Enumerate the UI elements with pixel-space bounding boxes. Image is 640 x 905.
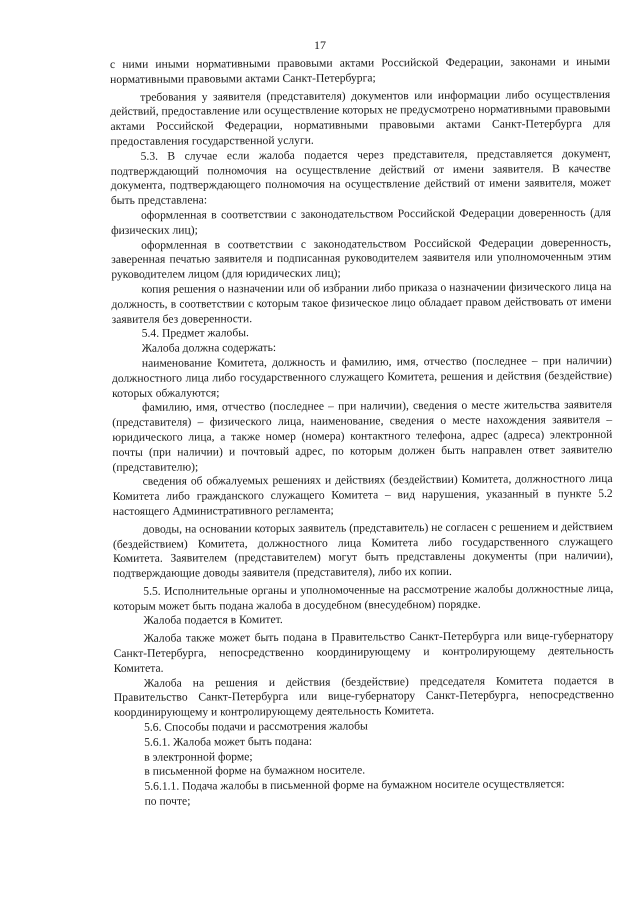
paragraph: 5.6.1. Жалоба может быть подана: <box>144 734 313 749</box>
paragraph: в электронной форме; <box>144 749 253 764</box>
paragraph: по почте; <box>144 794 191 808</box>
paragraph: наименование Комитета, должность и фамилию, имя, отчество (последнее – при наличии) должностного лица либо государственного служащего Комитета, решения и действия (бездействие) которых обжалуются; <box>111 353 612 400</box>
paragraph: фамилию, имя, отчество (последнее – при наличии), сведения о месте жительства заявителя (представителя) – физического лица, наименование, сведения о месте нахождения заявителя – юридического лица, а также номер (номера) контактного телефона, адрес (адреса) электронной почты (при наличии) и почтовый адрес, по которым должен быть направлен ответ заявителю (представителю); <box>112 398 613 474</box>
paragraph: 5.4. Предмет жалобы. <box>141 326 249 341</box>
paragraph: в письменной форме на бумажном носителе. <box>144 763 366 779</box>
page-number: 17 <box>314 38 326 52</box>
paragraph: Жалоба также может быть подана в Правительство Санкт-Петербурга или вице-губернатору Санкт-Петербурга, непосредственно координирующему и контролирующему деятельность Комитета. <box>113 629 614 675</box>
paragraph: оформленная в соответствии с законодательством Российской Федерации доверенность, заверенная печатью заявителя и подписанная руководителем заявителя или уполномоченным этим руководителем лицом (для юридических лиц); <box>111 235 612 282</box>
paragraph: оформленная в соответствии с законодательством Российской Федерации доверенность (для физических лиц); <box>111 205 611 237</box>
paragraph: требования у заявителя (представителя) документов или информации либо осуществления действий, предоставление или осуществление которых не предусмотрено нормативными правовыми актами Российской Федерации, нормативными правовыми актами Санкт-Петербурга для предоставления государственной услуги. <box>110 87 611 148</box>
paragraph: Жалоба на решения и действия (бездействие) председателя Комитета подается в Правительство Санкт-Петербурга или вице-губернатору Санкт-Петербурга, непосредственно координирующему и контролирующему деятельность Комитета. <box>113 673 614 720</box>
paragraph: сведения об обжалуемых решениях и действиях (бездействии) Комитета, должностного лица Комитета либо гражданского служащего Комитета – вид нарушения, указанный в пункте 5.2 настоящего Административного регламента; <box>112 472 613 518</box>
paragraph: 5.6.1.1. Подача жалобы в письменной форме на бумажном носителе осуществляется: <box>144 777 565 794</box>
paragraph: Жалоба должна содержать: <box>141 341 277 355</box>
paragraph: 5.3. В случае если жалоба подается через представителя, представляется документ, подтверждающий полномочия на осуществление действий от имени заявителя. В качестве документа, подтверждающего полномочия на осуществление действий от имени заявителя, может быть представлена: <box>110 146 611 208</box>
paragraph: с ними иными нормативными правовыми актами Российской Федерации, законами и иными нормативными правовыми актами Санкт-Петербурга; <box>110 54 611 86</box>
paragraph: 5.5. Исполнительные органы и уполномоченные на рассмотрение жалобы должностные лица, которым может быть подана жалоба в досудебном (внесудебном) порядке. <box>113 581 614 613</box>
paragraph: Жалоба подается в Комитет. <box>143 613 283 628</box>
paragraph: доводы, на основании которых заявитель (представитель) не согласен с решением и действием (бездействием) Комитета, должностного лица Комитета либо государственного служащего Комитета. Заявителем (представителем) могут быть представлены документы (при наличии), подтверждающие доводы заявителя (представителя), либо их копии. <box>112 519 614 581</box>
paragraph: копия решения о назначении или об избрании либо приказа о назначении физического лица на должность, в соответствии с которым такое физическое лицо обладает правом действовать от имени заявителя без доверенности. <box>111 279 612 326</box>
paragraph: 5.6. Способы подачи и рассмотрения жалобы <box>144 719 368 734</box>
document-body <box>110 55 615 810</box>
